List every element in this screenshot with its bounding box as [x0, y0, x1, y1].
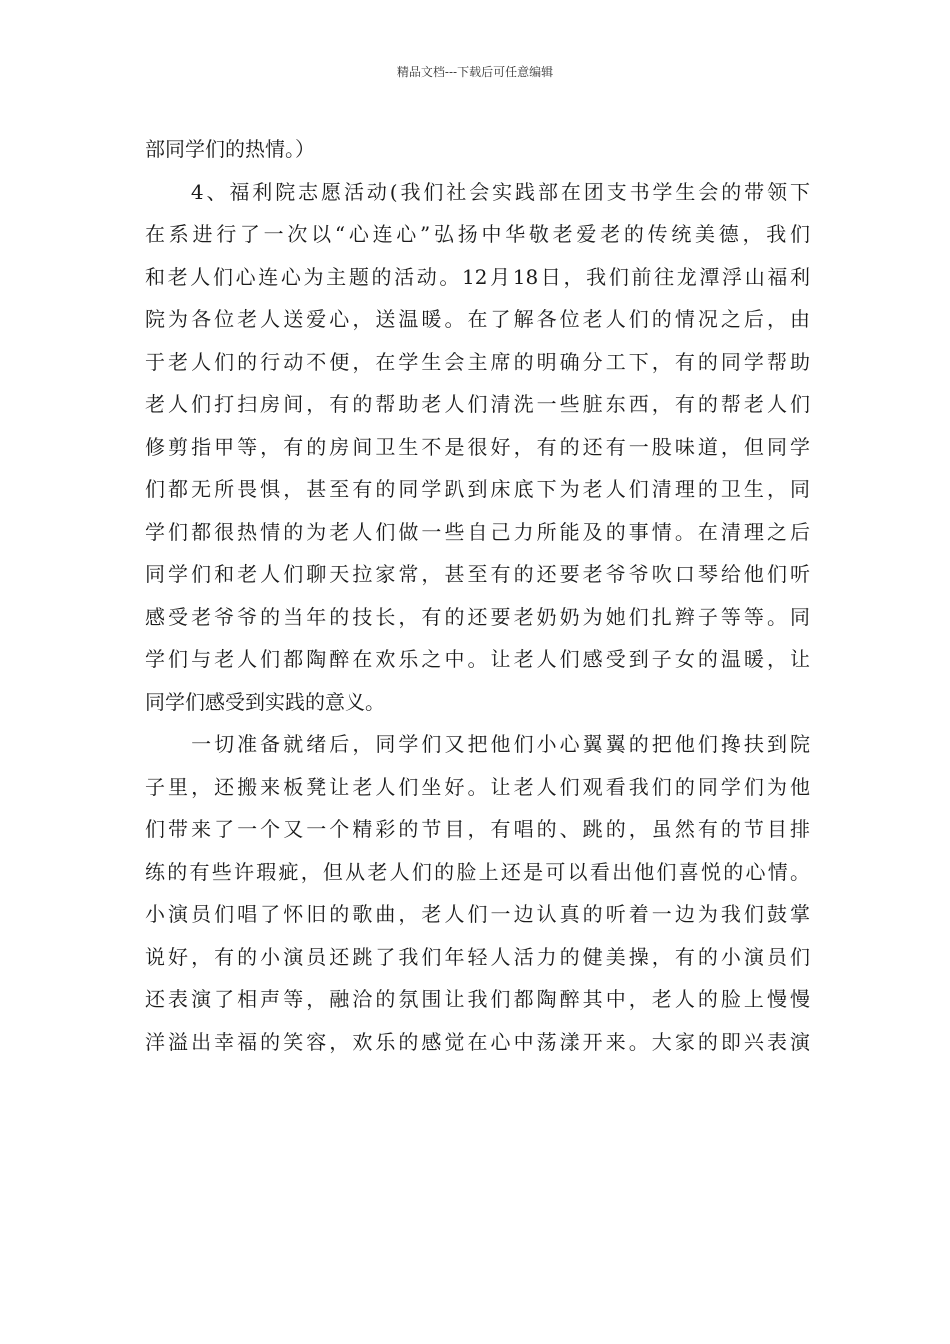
- text-line: 们带来了一个又一个精彩的节目，有唱的、跳的，虽然有的节目排: [145, 817, 810, 841]
- paragraph-1: [145, 128, 810, 171]
- paragraph-3: [145, 723, 810, 1063]
- text-line: 同学们和老人们聊天拉家常，甚至有的还要老爷爷吹口琴给他们听: [145, 562, 810, 586]
- text-line: 和老人们心连心为主题的活动。12月18日，我们前往龙潭浮山福利: [145, 264, 810, 289]
- text-line: 老人们打扫房间，有的帮助老人们清洗一些脏东西，有的帮老人们: [145, 392, 810, 416]
- text-line: 院为各位老人送爱心，送温暖。在了解各位老人们的情况之后，由: [145, 307, 810, 331]
- paragraph-2: [145, 171, 810, 724]
- text-line: 小演员们唱了怀旧的歌曲，老人们一边认真的听着一边为我们鼓掌: [145, 902, 810, 926]
- page-header: 精品文档---下载后可任意编辑: [396, 65, 554, 79]
- text-line: 们都无所畏惧，甚至有的同学趴到床底下为老人们清理的卫生，同: [145, 477, 810, 501]
- text-line: 洋溢出幸福的笑容，欢乐的感觉在心中荡漾开来。大家的即兴表演: [145, 1029, 810, 1054]
- text-line: 4、福利院志愿活动(我们社会实践部在团支书学生会的带领下: [145, 179, 810, 204]
- text-line: 一切准备就绪后，同学们又把他们小心翼翼的把他们搀扶到院: [145, 732, 810, 756]
- text-line: 修剪指甲等，有的房间卫生不是很好，有的还有一股味道，但同学: [145, 434, 810, 459]
- text-line: 还表演了相声等，融洽的氛围让我们都陶醉其中，老人的脸上慢慢: [145, 987, 810, 1011]
- text-line: 子里，还搬来板凳让老人们坐好。让老人们观看我们的同学们为他: [145, 774, 810, 799]
- text-line: 说好，有的小演员还跳了我们年轻人活力的健美操，有的小演员们: [145, 944, 810, 969]
- text-line: 在系进行了一次以“心连心”弘扬中华敬老爱老的传统美德，我们: [145, 222, 810, 246]
- text-line: 练的有些许瑕疵，但从老人们的脸上还是可以看出他们喜悦的心情。: [145, 859, 810, 884]
- text-line: 部同学们的热情。）: [145, 137, 315, 161]
- document-body: [145, 128, 810, 1063]
- text-line: 于老人们的行动不便，在学生会主席的明确分工下，有的同学帮助: [145, 349, 810, 374]
- text-line: 同学们感受到实践的意义。: [145, 689, 385, 714]
- text-line: 学们与老人们都陶醉在欢乐之中。让老人们感受到子女的温暖，让: [145, 647, 810, 671]
- text-line: 学们都很热情的为老人们做一些自己力所能及的事情。在清理之后: [145, 519, 810, 544]
- text-line: 感受老爷爷的当年的技长，有的还要老奶奶为她们扎辫子等等。同: [145, 604, 810, 629]
